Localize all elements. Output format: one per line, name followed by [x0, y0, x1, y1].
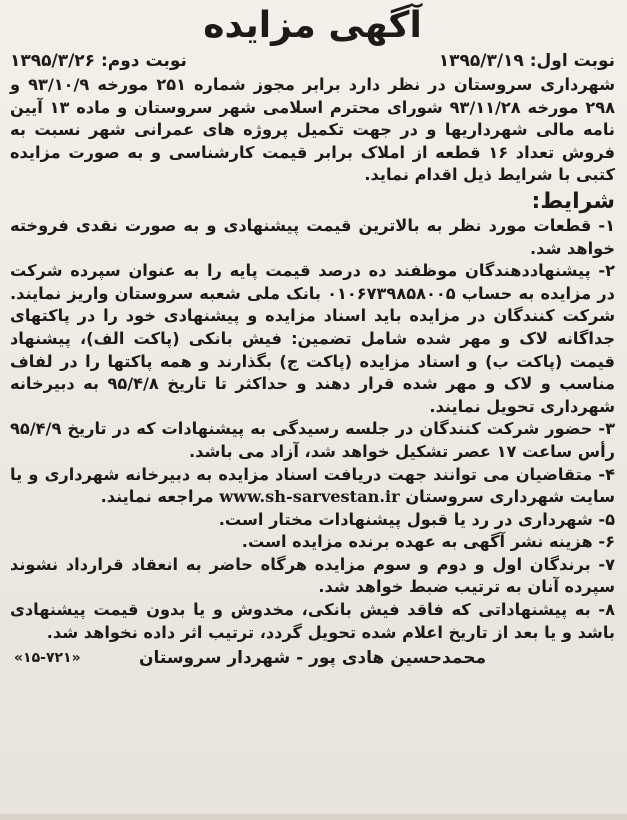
second-turn-date: نوبت دوم: ۱۳۹۵/۳/۲۶ — [10, 51, 187, 71]
notice-title: آگهی مزایده — [203, 5, 422, 46]
signature-line — [10, 646, 615, 670]
condition-4 — [10, 464, 615, 509]
condition-8: ۸- به پیشنهاداتی که فاقد فیش بانکی، مخدوش و یا بدون قیمت پیشنهادی باشد و یا بعد از تاریخ اعلام شده تحویل گردد، ترتیب اثر داده نخواهد شد. — [10, 600, 615, 642]
condition-3: ۳- حضور شرکت کنندگان در جلسه رسیدگی به پیشنهادات که در تاریخ ۹۵/۴/۹ رأس ساعت ۱۷ عصر تشکیل خواهد شد، آزاد می باشد. — [10, 419, 615, 461]
condition-1: ۱- قطعات مورد نظر به بالاترین قیمت پیشنهادی و به صورت نقدی فروخته خواهد شد. — [10, 215, 615, 258]
condition-7: ۷- برندگان اول و دوم و سوم مزایده هرگاه حاضر به انعقاد قرارداد نشوند سپرده آنان به ترتیب ضبط خواهد شد. — [10, 554, 615, 597]
notice-code: «۱۵-۷۲۱» — [14, 650, 81, 667]
condition-5: ۵- شهرداری در رد یا قبول پیشنهادات مختار است. — [218, 509, 615, 529]
turn-dates — [10, 50, 615, 72]
bottom-divider — [0, 814, 627, 820]
condition-2: ۲- پیشنهاددهندگان موظفند ده درصد قیمت پایه را به عنوان سپرده شرکت در مزایده به حساب ۰۱۰۶۷۳۹۸۵۸۰۰۵ بانک ملی شعبه سروستان واریز نمایند. شرکت کنندگان در مزایده باید اسناد مزایده و پیشنهادی خود را در پاکتهای جداگانه لاک و مهر شده شامل تضمین: فیش بانکی (پاکت الف)، پیشنهاد قیمت (پاکت ب) و اسناد مزایده (پاکت ج) بگذارند و همه پاکتها را در لفاف مناسب و لاک و مهر شده قرار دهند و حداکثر تا تاریخ ۹۵/۴/۸ به دبیرخانه شهرداری تحویل نمایند. — [10, 261, 615, 416]
signature-text: محمدحسین هادی پور - شهردار سروستان — [139, 648, 486, 669]
municipality-website-link[interactable]: www.sh-sarvestan.ir — [219, 487, 400, 507]
first-turn-date: نوبت اول: ۱۳۹۵/۳/۱۹ — [438, 51, 615, 71]
condition-4-end: مراجعه نمایند. — [100, 487, 214, 507]
intro-paragraph: شهرداری سروستان در نظر دارد برابر مجوز شماره ۲۵۱ مورخه ۹۳/۱۰/۹ و ۲۹۸ مورخه ۹۳/۱۱/۲۸ شورای محترم اسلامی شهر سروستان و ماده ۱۳ آیین نامه مالی شهرداریها و در جهت تکمیل پروژه های عمرانی شهر نسبت به فروش تعداد ۱۶ قطعه از املاک برابر قیمت کارشناسی و به صورت مزایده کتبی با شرایط ذیل اقدام نماید. — [10, 75, 616, 185]
conditions-heading: شرایط: — [531, 188, 615, 214]
condition-6: ۶- هزینه نشر آگهی به عهده برنده مزایده است. — [241, 532, 615, 552]
condition-4-text: ۴- متقاضیان می توانند جهت دریافت اسناد مزایده به دبیرخانه شهرداری و یا سایت شهرداری سروستان — [10, 464, 615, 507]
